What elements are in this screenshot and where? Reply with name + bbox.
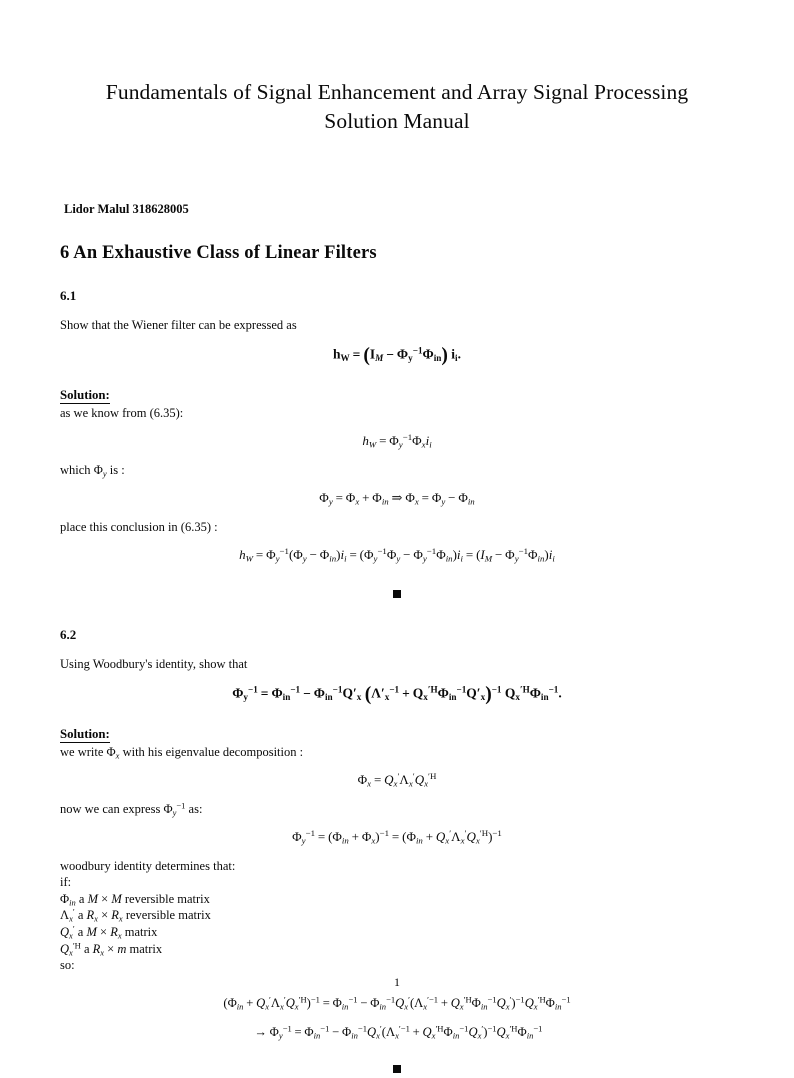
document-title-line1: Fundamentals of Signal Enhancement and Array Signal Processing (105, 80, 689, 104)
document-title (56, 0, 738, 136)
problem-6-1-equation-3: $h_W = \Phi_y^{-1}(\Phi_y - \Phi_{in})i_i = (\Phi_y^{-1}\Phi_y - \Phi_y^{-1}\Phi_{in})i_i = (I_M - \Phi_y^{-1}\Phi_{in})i_i$ (239, 546, 555, 564)
problem-6-2-equation-4: → $\Phi_y^{-1} = \Phi_{in}^{-1} - \Phi_{in}^{-1}Q_x'(\Lambda_x^{'-1} + Q_x^{'H}\Phi_{in}^{-1}Q_x')^{-1}Q_x^{'H}\Phi_{in}^{-1}$ (254, 1023, 543, 1041)
solution-label-6-1: Solution: (60, 388, 110, 403)
woodbury-condition-0: $\Phi_{in}$ a M × M reversible matrix (60, 891, 210, 908)
document-title-line2: Solution Manual (324, 109, 470, 134)
woodbury-condition-1: $\Lambda_x'$ a $R_x \times R_x$ reversible matrix (60, 906, 211, 924)
author-line: Lidor Malul 318628005 (64, 202, 189, 217)
problem-6-1-equation-1: $h_W = \Phi_y^{-1}\Phi_xi_i$ (362, 432, 432, 450)
qed-symbol-6-2 (56, 1060, 738, 1078)
problem-6-1-line-2: which $\Phi_y$ is : (60, 463, 125, 479)
problem-6-1-equation-2: $\Phi_y = \Phi_x + \Phi_{in}$ ⇒ $\Phi_x = \Phi_y - \Phi_{in}$ (319, 490, 475, 507)
woodbury-condition-if: if: (60, 875, 72, 890)
problem-6-1-statement-equation: $h_W = (I_M - \Phi_y^{-1}\Phi_{in})$ $i_i$. (333, 345, 461, 367)
woodbury-conditions (60, 874, 738, 974)
subsection-heading-6-2: 6.2 (60, 627, 77, 643)
woodbury-condition-so: so: (60, 958, 75, 973)
problem-6-2-line-3: woodbury identity determines that: (60, 859, 236, 874)
solution-label-6-2: Solution: (60, 727, 110, 742)
problem-6-2-line-2: now we can express $\Phi_y^{-1}$ as: (60, 800, 203, 818)
problem-6-1-prompt: Show that the Wiener filter can be expressed as (60, 318, 297, 333)
problem-6-1-line-1: as we know from (6.35): (60, 406, 184, 421)
section-heading: 6 An Exhaustive Class of Linear Filters (60, 243, 377, 264)
qed-square-icon (393, 1065, 401, 1073)
problem-6-2-equation-3: $(\Phi_{in} + Q_x'\Lambda_x'Q_x^{'H})^{-1} = \Phi_{in}^{-1} - \Phi_{in}^{-1}Q_x'(\Lambda_x^{'-1} + Q_x^{'H}\Phi_{in}^{-1}Q_x')^{-1}Q_x^{'H}\Phi_{in}^{-1}$ (223, 994, 571, 1012)
woodbury-condition-2: $Q_x'$ a $M \times R_x$ matrix (60, 923, 158, 941)
problem-6-2-prompt: Using Woodbury's identity, show that (60, 657, 248, 672)
problem-6-2-line-1: we write $\Phi_x$ with his eigenvalue decomposition : (60, 745, 304, 761)
problem-6-2-statement-equation: $\Phi_y^{-1} = \Phi_{in}^{-1} - \Phi_{in}^{-1}Q'_x$ $(\Lambda'_x^{-1} + Q_x^{'H}\Phi_{in}^{-1}Q'_x)^{-1}$ $Q_x^{'H}\Phi_{in}^{-1}$. (232, 684, 562, 706)
subsection-heading-6-1: 6.1 (60, 288, 77, 304)
problem-6-2-equation-1: $\Phi_x = Q_x'\Lambda_x'Q_x^{'H}$ (357, 771, 437, 789)
qed-symbol-6-1 (56, 585, 738, 603)
page-number: 1 (394, 975, 400, 989)
woodbury-condition-3: $Q_x^{'H}$ a $R_x \times m$ matrix (60, 939, 163, 957)
qed-square-icon (393, 590, 401, 598)
problem-6-2-equation-2: $\Phi_y^{-1} = (\Phi_{in} + \Phi_x)^{-1} = (\Phi_{in} + Q_x'\Lambda_x'Q_x^{'H})^{-1}$ (292, 828, 502, 846)
problem-6-1-line-3: place this conclusion in (6.35) : (60, 520, 218, 535)
